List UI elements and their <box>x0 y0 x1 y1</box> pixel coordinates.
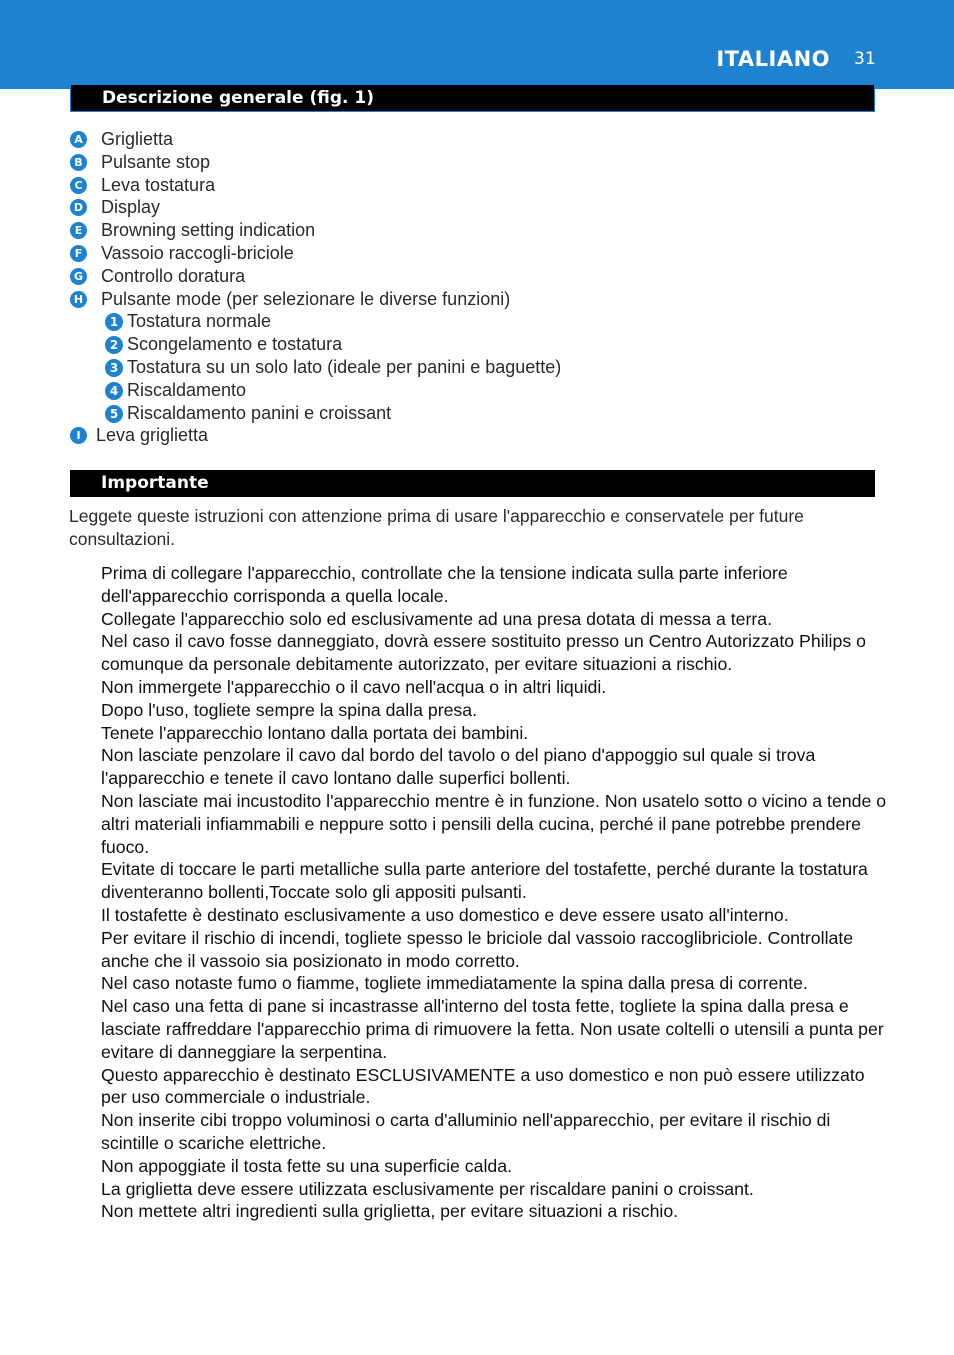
rule-item: Evitate di toccare le parti metalliche sulla parte anteriore del tostafette, perché durante la tostatura diventeranno bollenti,Toccate solo gli appositi pulsanti. <box>101 859 868 903</box>
number-badge: 1 <box>105 313 123 331</box>
rule-item: Non inserite cibi troppo voluminosi o carta d'alluminio nell'apparecchio, per evitare il rischio di scintille o scariche elettriche. <box>101 1110 831 1153</box>
list-item-label: Display <box>101 197 161 218</box>
language-label: ITALIANO <box>716 47 830 71</box>
letter-badge: H <box>70 291 87 308</box>
number-badge: 5 <box>105 405 123 423</box>
number-badge: 2 <box>105 336 123 354</box>
list-item-label: Controllo doratura <box>101 265 246 286</box>
rule-item: La griglietta deve essere utilizzata esclusivamente per riscaldare panini o croissant. <box>101 1178 754 1199</box>
rule-item: Nel caso una fetta di pane si incastrasse all'interno del tosta fette, togliete la spina dalla presa e lasciate raffreddare l'apparecchio prima di rimuovere la fetta. Non usate coltelli o utensili a punta per evitare di danneggiare la serpentina. <box>101 996 884 1062</box>
rule-item: Per evitare il rischio di incendi, togliete spesso le briciole dal vassoio raccoglibriciole. Controllate anche che il vassoio sia posizionato in modo corretto. <box>101 927 854 971</box>
section-heading-important: Importante <box>70 470 875 497</box>
rule-item: Tenete l'apparecchio lontano dalla portata dei bambini. <box>101 722 529 743</box>
letter-badge: A <box>70 131 87 148</box>
number-badge: 4 <box>105 382 123 400</box>
header-bar <box>0 0 954 89</box>
rule-item: Dopo l'uso, togliete sempre la spina dalla presa. <box>101 699 478 720</box>
rule-item: Collegate l'apparecchio solo ed esclusivamente ad una presa dotata di messa a terra. <box>101 608 772 629</box>
page-number: 31 <box>854 49 876 69</box>
list-item-label: Vassoio raccogli-briciole <box>101 242 294 263</box>
list-item-label: Browning setting indication <box>101 220 316 241</box>
letter-badge: I <box>70 427 87 444</box>
sub-list-item-label: Tostatura su un solo lato (ideale per panini e baguette) <box>127 356 562 377</box>
list-item-label: Pulsante stop <box>101 151 211 172</box>
letter-badge: B <box>70 154 87 171</box>
letter-badge: F <box>70 245 87 262</box>
letter-badge: C <box>70 177 87 194</box>
rule-item: Nel caso notaste fumo o fiamme, togliete immediatamente la spina dalla presa di corrente. <box>101 973 808 994</box>
sub-list-item-label: Riscaldamento panini e croissant <box>127 402 392 423</box>
intro-paragraph: Leggete queste istruzioni con attenzione prima di usare l'apparecchio e conservatele per future consultazioni. <box>69 506 804 549</box>
sub-list-item-label: Riscaldamento <box>127 379 247 400</box>
rule-item: Non lasciate mai incustodito l'apparecchio mentre è in funzione. Non usatelo sotto o vicino a tende o altri materiali infiammabili e neppure sotto i pensili della cucina, perché il pane potrebbe prendere fuoco. <box>101 790 887 857</box>
rule-item: Prima di collegare l'apparecchio, controllate che la tensione indicata sulla parte inferiore dell'apparecchio corrisponda a quella locale. <box>101 563 788 606</box>
list-item-label: Griglietta <box>101 129 174 149</box>
list-item-label: Leva griglietta <box>96 425 209 446</box>
rule-item: Non lasciate penzolare il cavo dal bordo del tavolo o del piano d'appoggio sul quale si trova l'apparecchio e tenete il cavo lontano dalle superfici bollenti. <box>101 745 816 789</box>
rule-item: Non mettete altri ingredienti sulla griglietta, per evitare situazioni a rischio. <box>101 1201 679 1222</box>
rule-item: Il tostafette è destinato esclusivamente a uso domestico e deve essere usato all'interno. <box>101 904 789 925</box>
letter-badge: D <box>70 199 87 216</box>
rule-item: Non appoggiate il tosta fette su una superficie calda. <box>101 1155 513 1176</box>
number-badge: 3 <box>105 359 123 377</box>
section-heading-description: Descrizione generale (fig. 1) <box>70 85 875 112</box>
letter-badge: G <box>70 268 87 285</box>
letter-badge: E <box>70 222 87 239</box>
rule-item: Questo apparecchio è destinato ESCLUSIVAMENTE a uso domestico e non può essere utilizzato per uso commerciale o industriale. <box>101 1064 865 1108</box>
sub-list-item-label: Tostatura normale <box>127 311 272 332</box>
sub-list-item-label: Scongelamento e tostatura <box>127 334 343 355</box>
safety-rules-list <box>101 562 891 1223</box>
list-item-label: Leva tostatura <box>101 174 216 195</box>
rule-item: Nel caso il cavo fosse danneggiato, dovrà essere sostituito presso un Centro Autorizzato Philips o comunque da personale debitamente autorizzato, per evitare situazioni a rischio. <box>101 631 866 675</box>
list-item-label: Pulsante mode (per selezionare le diverse funzioni) <box>101 288 511 309</box>
rule-item: Non immergete l'apparecchio o il cavo nell'acqua o in altri liquidi. <box>101 676 607 697</box>
